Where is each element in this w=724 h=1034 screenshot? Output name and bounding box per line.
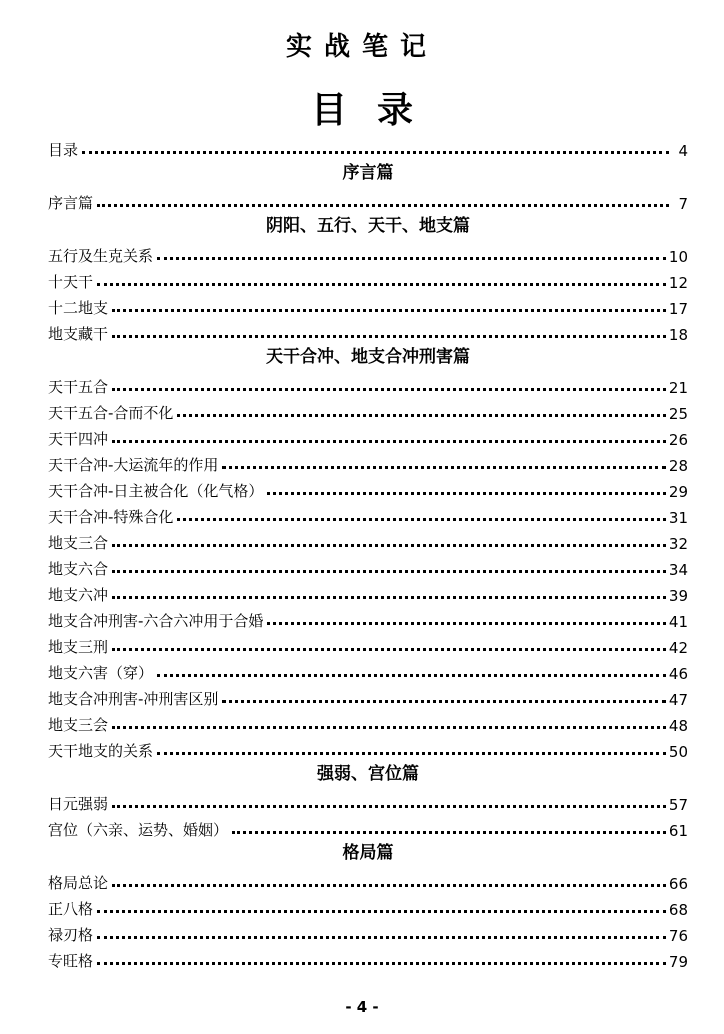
toc-entry-label: 地支合冲刑害-六合六冲用于合婚 [48, 612, 264, 630]
dot-leader [157, 257, 666, 260]
toc-entry[interactable] [48, 501, 688, 527]
toc-entry[interactable] [48, 475, 688, 501]
toc-entry-label: 天干合冲-日主被合化（化气格） [48, 482, 264, 500]
toc-entry-label: 地支藏干 [48, 325, 109, 343]
toc-entry[interactable] [48, 292, 688, 318]
toc-entry-label: 日元强弱 [48, 795, 109, 813]
toc-entry-label: 序言篇 [48, 194, 94, 212]
section-heading: 强弱、宫位篇 [317, 764, 419, 784]
dot-leader [177, 518, 665, 521]
dot-leader [112, 805, 666, 808]
dot-leader [177, 414, 665, 417]
toc-entry-page: 50 [668, 743, 688, 761]
dot-leader [222, 700, 665, 703]
toc-entry-page: 7 [678, 195, 688, 213]
toc-entry-label: 正八格 [48, 900, 94, 918]
dot-leader [112, 309, 666, 312]
dot-leader [267, 492, 665, 495]
toc-entry[interactable] [48, 735, 688, 761]
toc-entry[interactable] [48, 945, 688, 971]
toc-entry-label: 宫位（六亲、运势、婚姻） [48, 821, 229, 839]
toc-entry-page: 34 [668, 561, 688, 579]
toc-entry-label: 十天干 [48, 273, 94, 291]
dot-leader [267, 622, 665, 625]
toc-entry-page: 32 [668, 535, 688, 553]
dot-leader [112, 544, 666, 547]
toc-entry-label: 天干合冲-大运流年的作用 [48, 456, 219, 474]
toc-entry[interactable] [48, 579, 688, 605]
toc-entry-label: 专旺格 [48, 952, 94, 970]
toc-entry-label: 地支三合 [48, 534, 109, 552]
toc-entry-label: 格局总论 [48, 874, 109, 892]
dot-leader [97, 962, 666, 965]
toc-entry-page: 21 [668, 379, 688, 397]
toc-entry-page: 25 [668, 405, 688, 423]
toc-entry[interactable] [48, 527, 688, 553]
toc-entry[interactable] [48, 657, 688, 683]
toc-entry[interactable] [48, 893, 688, 919]
dot-leader [97, 283, 666, 286]
toc-entry[interactable] [48, 187, 688, 213]
table-of-contents [48, 134, 688, 971]
toc-entry-page: 28 [668, 457, 688, 475]
toc-entry-label: 地支三刑 [48, 638, 109, 656]
toc-entry[interactable] [48, 371, 688, 397]
toc-entry-label: 目录 [48, 141, 79, 159]
toc-entry[interactable] [48, 449, 688, 475]
section-heading: 格局篇 [342, 843, 394, 863]
dot-leader [97, 204, 669, 207]
toc-entry-label: 天干四冲 [48, 430, 109, 448]
toc-entry-page: 68 [668, 901, 688, 919]
toc-entry[interactable] [48, 919, 688, 945]
toc-entry-label: 天干合冲-特殊合化 [48, 508, 174, 526]
toc-entry-label: 地支三会 [48, 716, 109, 734]
dot-leader [222, 466, 665, 469]
toc-entry-page: 47 [668, 691, 688, 709]
toc-entry-page: 79 [668, 953, 688, 971]
toc-entry-page: 18 [668, 326, 688, 344]
toc-entry-label: 天干地支的关系 [48, 742, 154, 760]
dot-leader [112, 335, 666, 338]
toc-entry-label: 地支六害（穿） [48, 664, 154, 682]
toc-entry-page: 12 [668, 274, 688, 292]
toc-entry-page: 39 [668, 587, 688, 605]
toc-entry-page: 17 [668, 300, 688, 318]
toc-entry-page: 46 [668, 665, 688, 683]
section-heading: 天干合冲、地支合冲刑害篇 [266, 347, 470, 367]
toc-entry[interactable] [48, 605, 688, 631]
toc-entry-page: 48 [668, 717, 688, 735]
dot-leader [232, 831, 666, 834]
toc-entry[interactable] [48, 553, 688, 579]
book-title: 实战笔记 [285, 32, 438, 62]
toc-entry-label: 禄刃格 [48, 926, 94, 944]
toc-entry-label: 天干五合-合而不化 [48, 404, 174, 422]
toc-entry-page: 31 [668, 509, 688, 527]
toc-entry[interactable] [48, 683, 688, 709]
toc-entry-page: 29 [668, 483, 688, 501]
toc-entry-page: 61 [668, 822, 688, 840]
page-number: - 4 - [345, 998, 379, 1016]
dot-leader [112, 884, 666, 887]
toc-entry[interactable] [48, 814, 688, 840]
dot-leader [97, 910, 666, 913]
toc-entry-page: 26 [668, 431, 688, 449]
dot-leader [97, 936, 666, 939]
toc-entry-page: 4 [678, 142, 688, 160]
dot-leader [112, 570, 666, 573]
toc-entry[interactable] [48, 240, 688, 266]
toc-entry-label: 天干五合 [48, 378, 109, 396]
toc-entry-page: 76 [668, 927, 688, 945]
dot-leader [112, 440, 666, 443]
dot-leader [112, 648, 666, 651]
toc-entry-page: 41 [668, 613, 688, 631]
toc-entry-label: 五行及生克关系 [48, 247, 154, 265]
toc-entry-page: 42 [668, 639, 688, 657]
toc-entry[interactable] [48, 631, 688, 657]
section-heading: 序言篇 [342, 163, 394, 183]
toc-entry-label: 地支六冲 [48, 586, 109, 604]
toc-entry[interactable] [48, 318, 688, 344]
toc-entry-page: 10 [668, 248, 688, 266]
dot-leader [82, 151, 669, 154]
toc-entry[interactable] [48, 266, 688, 292]
toc-entry[interactable] [48, 397, 688, 423]
toc-entry[interactable] [48, 423, 688, 449]
dot-leader [112, 388, 666, 391]
toc-entry[interactable] [48, 788, 688, 814]
toc-entry-label: 地支六合 [48, 560, 109, 578]
section-heading: 阴阳、五行、天干、地支篇 [266, 216, 470, 236]
toc-entry-page: 57 [668, 796, 688, 814]
dot-leader [112, 596, 666, 599]
dot-leader [157, 674, 666, 677]
dot-leader [157, 752, 666, 755]
toc-entry-label: 十二地支 [48, 299, 109, 317]
toc-title: 目录 [310, 89, 443, 131]
toc-entry[interactable] [48, 867, 688, 893]
toc-entry-label: 地支合冲刑害-冲刑害区别 [48, 690, 219, 708]
toc-entry-page: 66 [668, 875, 688, 893]
toc-entry[interactable] [48, 134, 688, 160]
toc-entry[interactable] [48, 709, 688, 735]
dot-leader [112, 726, 666, 729]
